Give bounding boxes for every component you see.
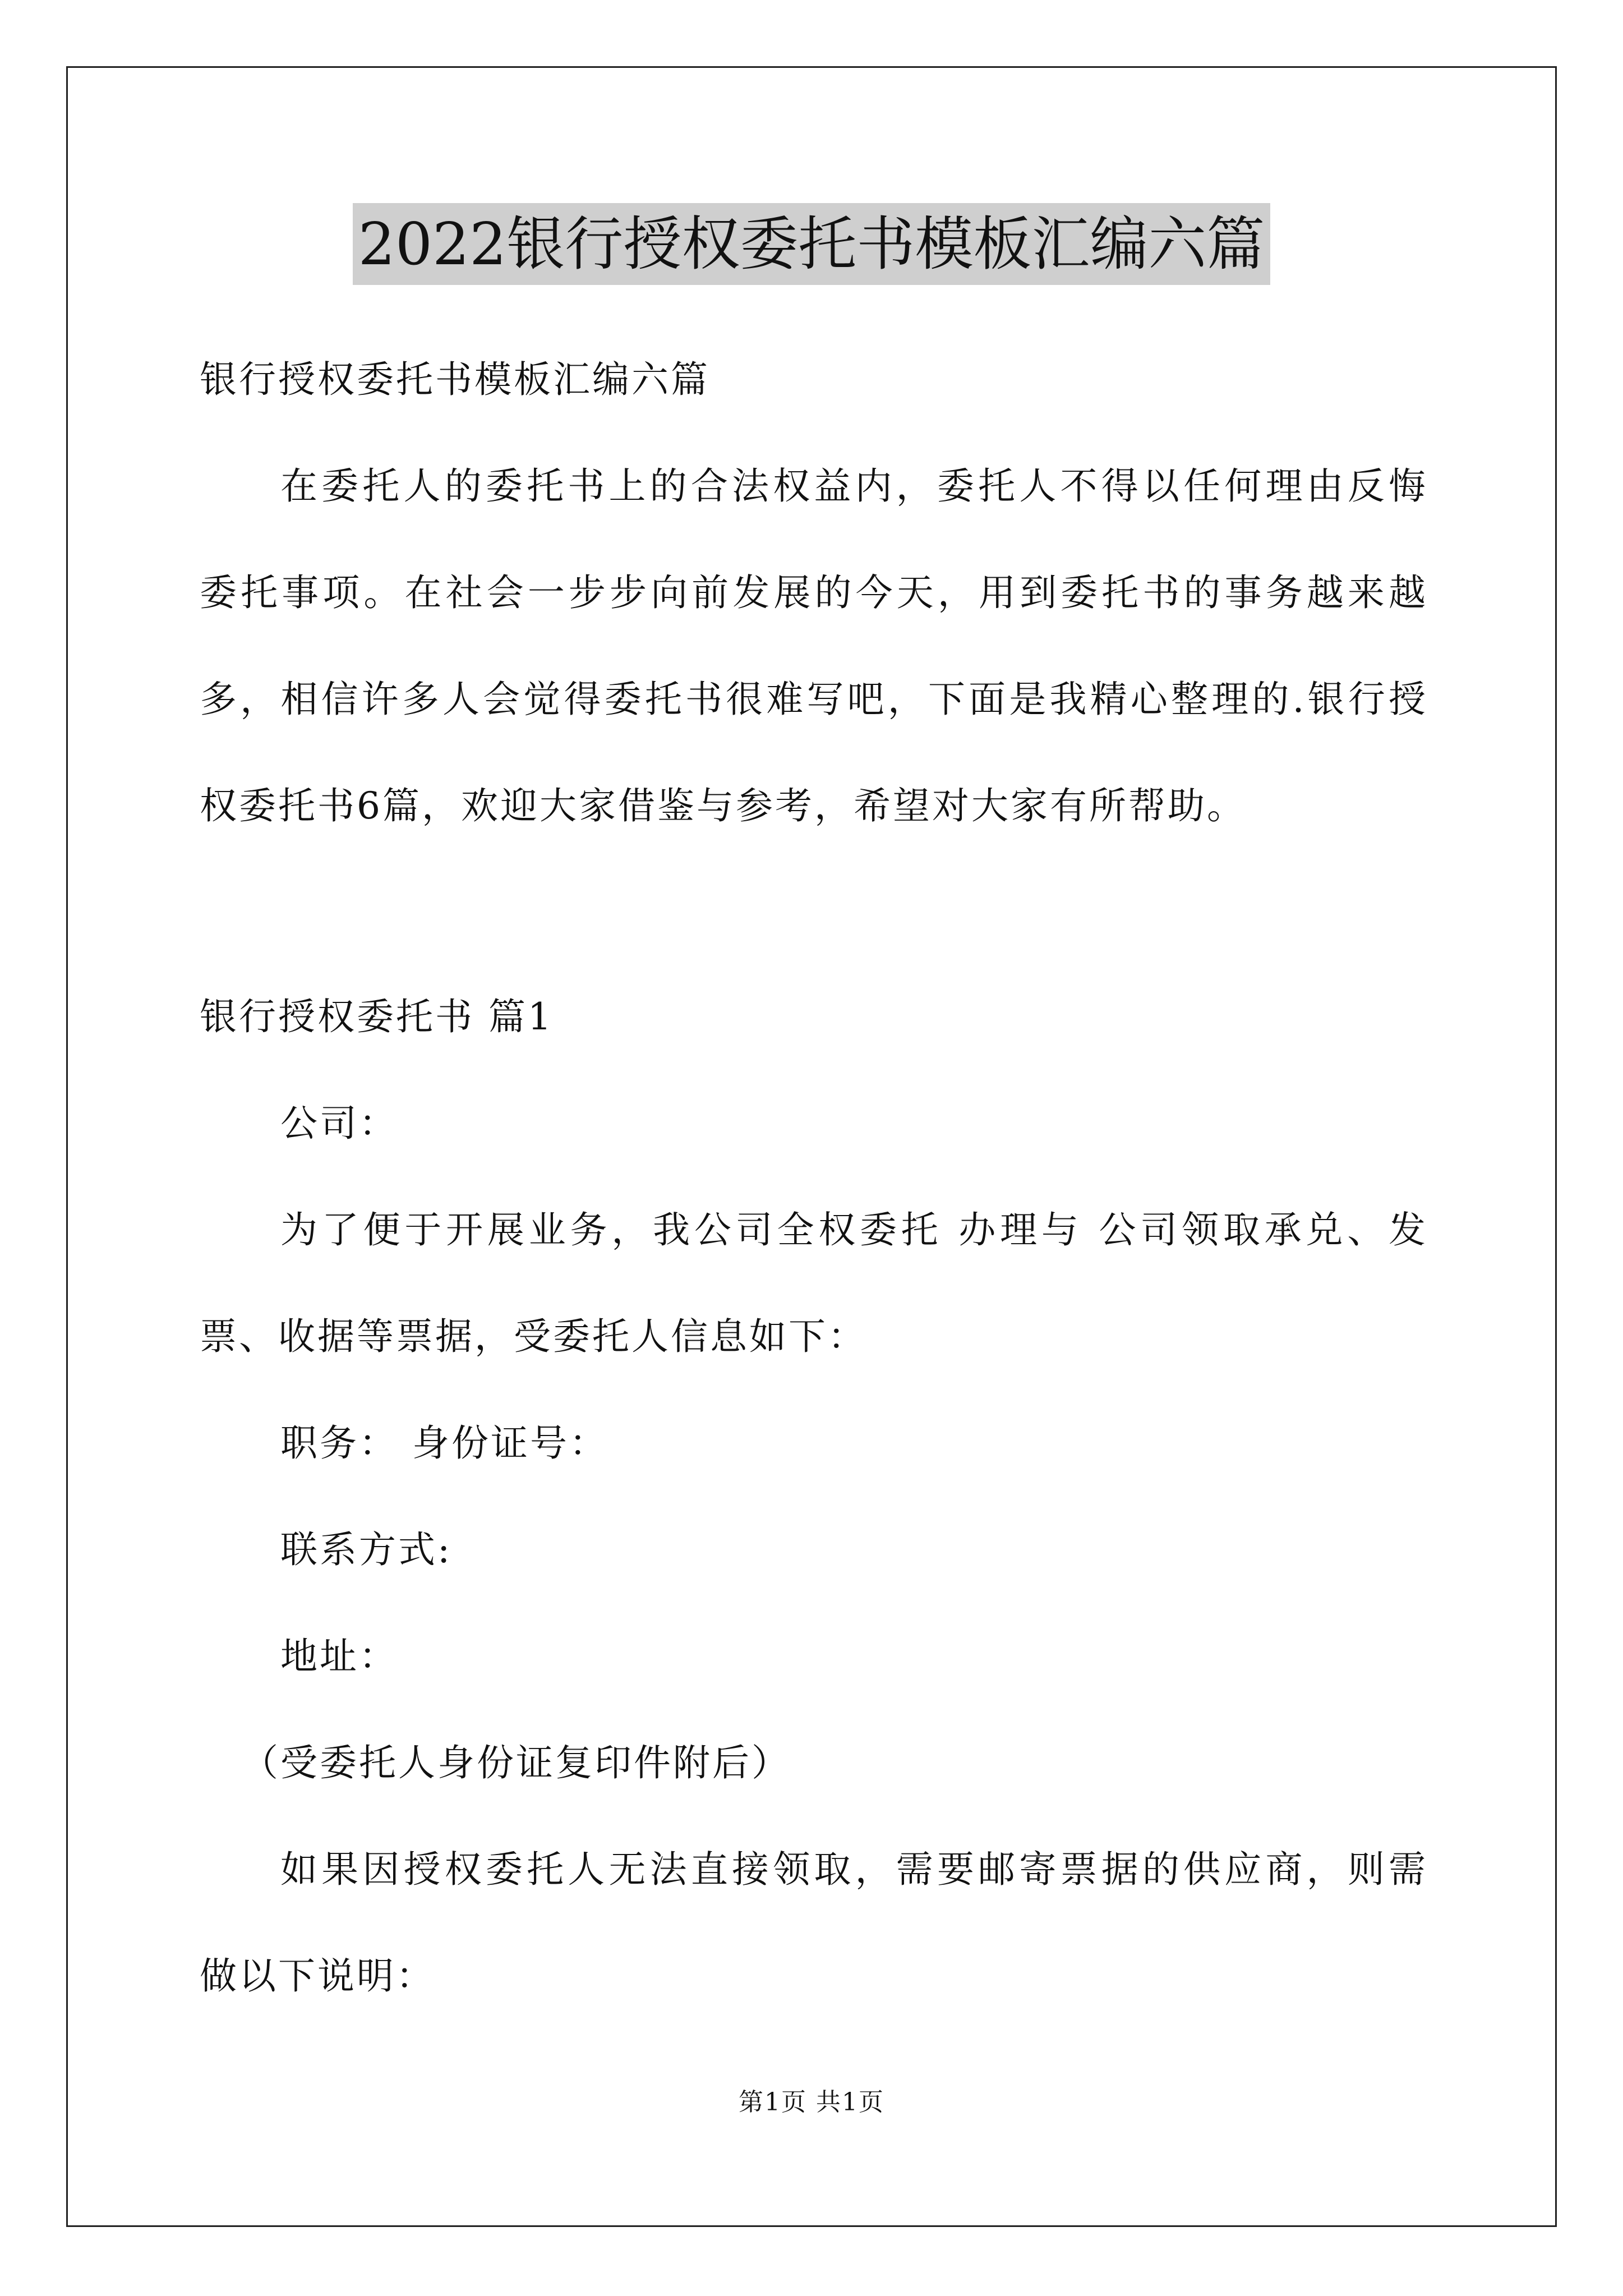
intro-line-2: 委托事项。在社会一步步向前发展的今天，用到委托书的事务越来越	[200, 571, 1426, 614]
paragraph-1-line-1: 为了便于开展业务，我公司全权委托 办理与 公司领取承兑、发	[280, 1208, 1426, 1251]
position-id-line: 职务： 身份证号：	[280, 1421, 608, 1465]
addressee-line: 公司：	[280, 1102, 398, 1145]
paragraph-2-line-2: 做以下说明：	[200, 1954, 435, 1998]
title-container	[0, 203, 1623, 285]
document-subtitle: 银行授权委托书模板汇编六篇	[200, 358, 710, 401]
section-heading: 银行授权委托书 篇1	[200, 995, 554, 1038]
contact-line: 联系方式:	[280, 1528, 453, 1571]
intro-line-1: 在委托人的委托书上的合法权益内，委托人不得以任何理由反悔	[280, 464, 1426, 508]
page-footer: 第1页 共1页	[739, 2088, 884, 2116]
document-title: 2022银行授权委托书模板汇编六篇	[353, 203, 1271, 285]
paragraph-1-line-2: 票、收据等票据，受委托人信息如下：	[200, 1315, 867, 1358]
intro-line-4: 权委托书6篇，欢迎大家借鉴与参考，希望对大家有所帮助。	[200, 784, 1246, 827]
intro-line-3: 多，相信许多人会觉得委托书很难写吧，下面是我精心整理的.银行授	[200, 678, 1426, 721]
paragraph-2-line-1: 如果因授权委托人无法直接领取，需要邮寄票据的供应商，则需	[280, 1848, 1426, 1891]
address-line: 地址：	[280, 1635, 398, 1678]
attachment-note: （受委托人身份证复印件附后）	[241, 1741, 791, 1784]
